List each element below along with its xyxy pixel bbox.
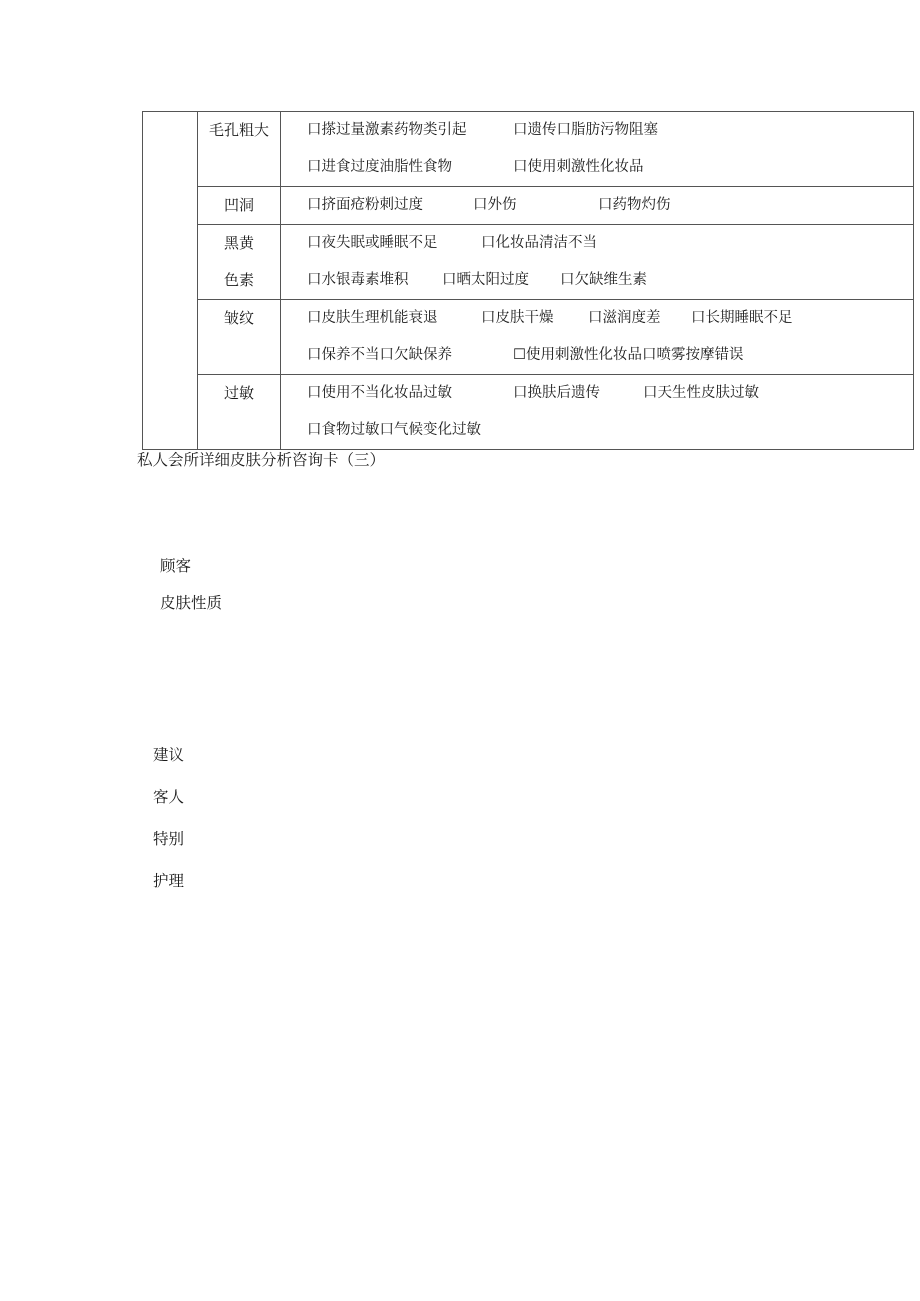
category-cell — [198, 225, 281, 300]
checkbox-option[interactable]: 口挤面疮粉刺过度 — [307, 197, 423, 213]
table-row — [143, 300, 914, 375]
category-cell — [198, 187, 281, 225]
label-care: 护理 — [153, 872, 185, 890]
checkbox-option[interactable]: 口水银毒素堆积 — [307, 272, 409, 288]
options-cell — [281, 225, 914, 300]
checkbox-option[interactable]: 口搽过量激素药物类引起 — [307, 122, 467, 138]
table-row — [143, 112, 914, 187]
options-cell — [281, 187, 914, 225]
checkbox-option[interactable]: 口皮肤干燥 — [481, 310, 554, 326]
checkbox-option[interactable]: 口食物过敏口气候变化过敏 — [307, 422, 481, 438]
label-skin-type: 皮肤性质 — [160, 594, 223, 612]
skin-analysis-table — [142, 111, 914, 450]
options-cell — [281, 375, 914, 450]
options-cell — [281, 300, 914, 375]
checkbox-option[interactable]: 口长期睡眠不足 — [691, 310, 793, 326]
options-cell — [281, 112, 914, 187]
label-customer: 顾客 — [160, 557, 192, 575]
label-suggest: 建议 — [153, 746, 185, 764]
category-label: 毛孔粗大 — [208, 121, 269, 139]
checkbox-option[interactable]: 口欠缺维生素 — [560, 272, 647, 288]
checkbox-option[interactable]: 口滋润度差 — [588, 310, 661, 326]
category-label: 过敏 — [223, 384, 254, 402]
table-row — [143, 375, 914, 450]
checkbox-option[interactable]: 口夜失眠或睡眠不足 — [307, 235, 438, 251]
label-guest: 客人 — [153, 788, 185, 806]
checkbox-option[interactable]: 口天生性皮肤过敏 — [643, 385, 759, 401]
blank-cell — [143, 112, 198, 450]
category-cell — [198, 112, 281, 187]
checkbox-option[interactable]: 口外伤 — [473, 197, 517, 213]
checkbox-option[interactable]: 口使用刺激性化妆品 — [513, 159, 644, 175]
label-special: 特别 — [153, 830, 185, 848]
category-label: 色素 — [223, 271, 254, 289]
checkbox-option[interactable]: 口保养不当口欠缺保养 — [307, 347, 452, 363]
checkbox-option[interactable]: 口化妆品清洁不当 — [481, 235, 597, 251]
checkbox-option[interactable]: 口遗传口脂肪污物阻塞 — [513, 122, 658, 138]
checkbox-option[interactable]: 口换肤后遗传 — [513, 385, 600, 401]
category-label: 黑黄 — [223, 234, 254, 252]
checkbox-option[interactable]: 口使用不当化妆品过敏 — [307, 385, 452, 401]
table-row — [143, 225, 914, 300]
checkbox-option[interactable]: 口进食过度油脂性食物 — [307, 159, 452, 175]
checkbox-option[interactable]: 口药物灼伤 — [598, 197, 671, 213]
category-label: 皱纹 — [223, 309, 254, 327]
category-cell — [198, 300, 281, 375]
checkbox-option[interactable]: 口皮肤生理机能衰退 — [307, 310, 438, 326]
checkbox-option[interactable]: ☐使用刺激性化妆品口喷雾按摩错误 — [513, 347, 744, 363]
card-title: 私人会所详细皮肤分析咨询卡（三） — [137, 451, 386, 469]
checkbox-option[interactable]: 口晒太阳过度 — [442, 272, 529, 288]
table-row — [143, 187, 914, 225]
category-label: 凹洞 — [223, 196, 254, 214]
category-cell — [198, 375, 281, 450]
